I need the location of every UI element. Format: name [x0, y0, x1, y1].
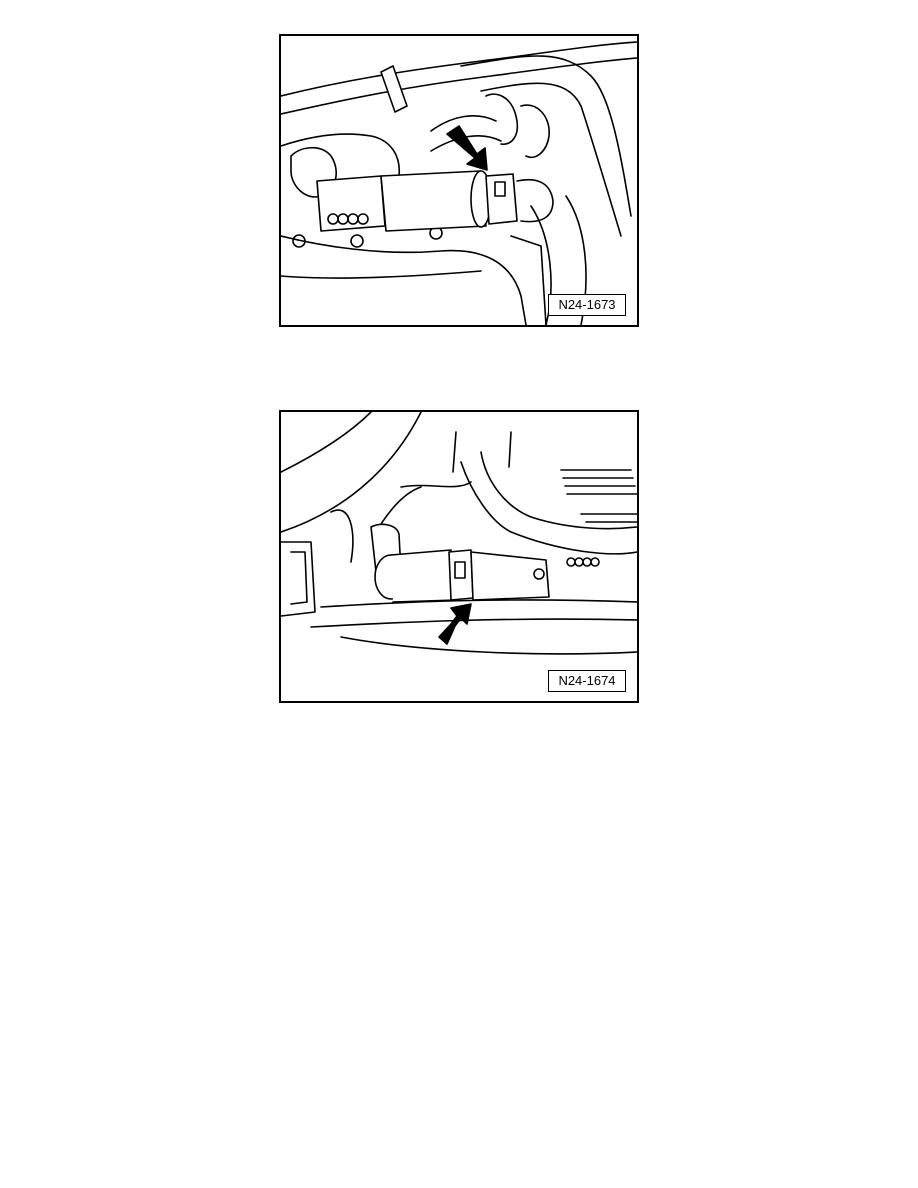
engine-line-drawing-2 [281, 412, 637, 701]
engine-line-drawing-1 [281, 36, 637, 325]
illustration-figure-2 [279, 410, 639, 703]
illustration-figure-1 [279, 34, 639, 327]
figure-label-1: N24-1673 [548, 294, 626, 316]
figure-label-2: N24-1674 [548, 670, 626, 692]
